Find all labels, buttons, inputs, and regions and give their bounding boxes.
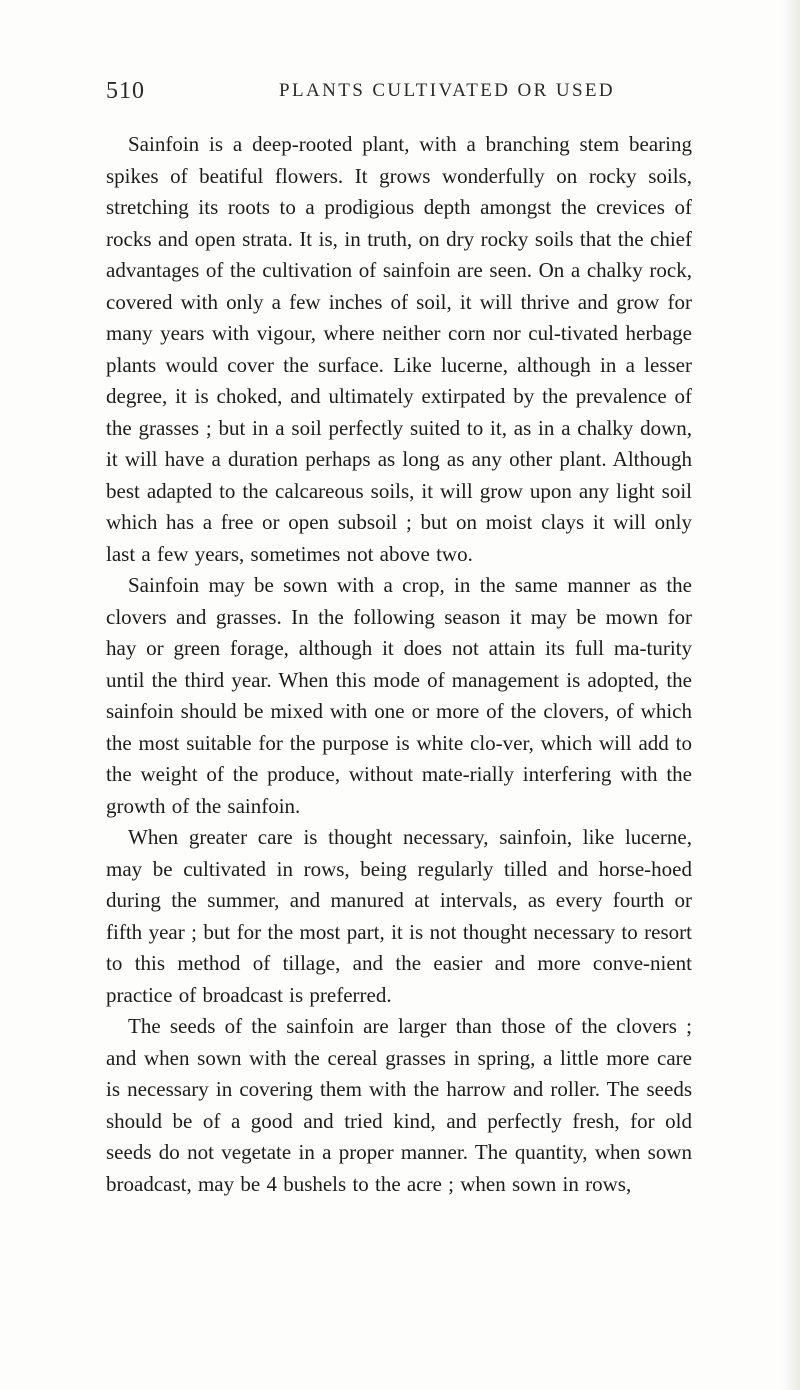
page-number: 510 — [106, 78, 145, 104]
paragraph-sowing-with-crop: Sainfoin may be sown with a crop, in the same manner as the clovers and grasses. In the following season it may be mown for hay or green forage, although it does not attain its full ma-turity until the third year. When this mode of management is adopted, the sainfoin should be mixed with one or more of the clovers, of which the most suitable for the purpose is white clo-ver, which will add to the weight of the produce, without mate-rially interfering with the growth of the sainfoin. — [106, 573, 692, 818]
paragraph-row-cultivation: When greater care is thought necessary, sainfoin, like lucerne, may be cultivated in rows, being regularly tilled and horse-hoed during the summer, and manured at intervals, as every fourth or fifth year ; but for the most part, it is not thought necessary to resort to this method of tillage, and the easier and more conve-nient practice of broadcast is preferred. — [106, 825, 692, 1007]
paragraph-sainfoin-description: Sainfoin is a deep-rooted plant, with a branching stem bearing spikes of beatiful flowers. It grows wonderfully on rocky soils, stretching its roots to a prodigious depth amongst the crevices of rocks and open strata. It is, in truth, on dry rocky soils that the chief advantages of the cultivation of sainfoin are seen. On a chalky rock, covered with only a few inches of soil, it will thrive and grow for many years with vigour, where neither corn nor cul-tivated herbage plants would cover the surface. Like lucerne, although in a lesser degree, it is choked, and ultimately extirpated by the prevalence of the grasses ; but in a soil perfectly suited to it, as in a chalky down, it will have a duration perhaps as long as any other plant. Although best adapted to the calcareous soils, it will grow upon any light soil which has a free or open subsoil ; but on moist clays it will only last a few years, sometimes not above two. — [106, 132, 692, 566]
body-text — [106, 129, 692, 1200]
paragraph-seeds: The seeds of the sainfoin are larger than those of the clovers ; and when sown with the cereal grasses in spring, a little more care is necessary in covering them with the harrow and roller. The seeds should be of a good and tried kind, and perfectly fresh, for old seeds do not vegetate in a proper manner. The quantity, when sown broadcast, may be 4 bushels to the acre ; when sown in rows, — [106, 1014, 692, 1196]
running-head — [106, 78, 694, 110]
running-title: PLANTS CULTIVATED OR USED — [279, 80, 616, 101]
page-edge-shadow — [782, 0, 800, 1390]
